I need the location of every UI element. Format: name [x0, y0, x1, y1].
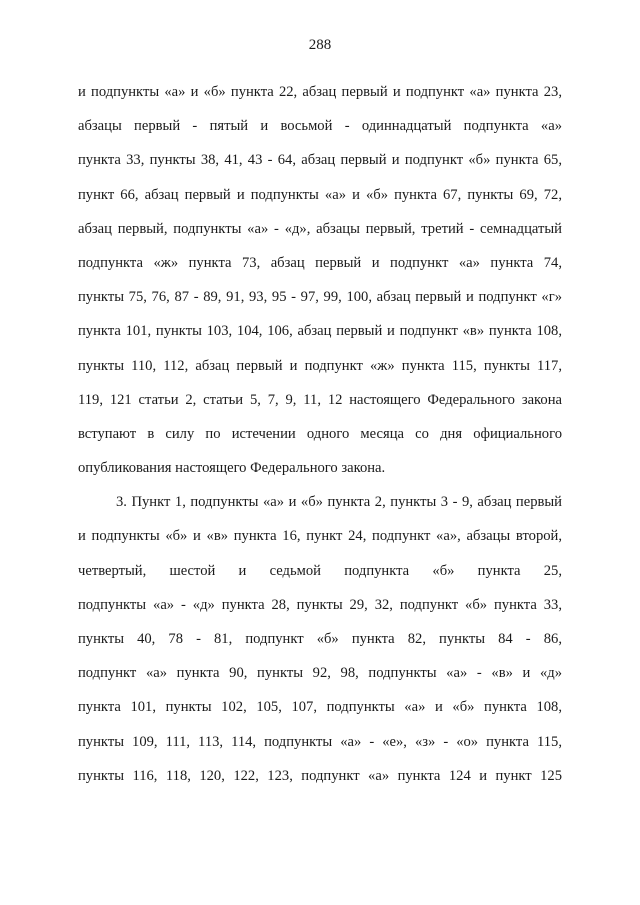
- text-line: подпункт «а» пункта 90, пункты 92, 98, подпункты «а» - «в» и «д»: [78, 665, 562, 682]
- text-line: пункта 33, пункты 38, 41, 43 - 64, абзац первый и подпункт «б» пункта 65,: [78, 152, 562, 169]
- text-line: пункты 116, 118, 120, 122, 123, подпункт «а» пункта 124 и пункт 125: [78, 767, 562, 784]
- paragraph-2: [78, 485, 562, 793]
- text-line: подпункта «ж» пункта 73, абзац первый и подпункт «а» пункта 74,: [78, 254, 562, 271]
- text-line: вступают в силу по истечении одного месяца со дня официального: [78, 425, 562, 442]
- text-line: пункты 75, 76, 87 - 89, 91, 93, 95 - 97, 99, 100, абзац первый и подпункт «г»: [78, 289, 562, 306]
- document-body: [78, 75, 562, 793]
- text-line: пункты 109, 111, 113, 114, подпункты «а» - «е», «з» - «о» пункта 115,: [78, 733, 562, 750]
- text-line: пункта 101, пункты 103, 104, 106, абзац первый и подпункт «в» пункта 108,: [78, 323, 562, 340]
- text-line: подпункты «а» - «д» пункта 28, пункты 29, 32, подпункт «б» пункта 33,: [78, 596, 562, 613]
- text-line: абзацы первый - пятый и восьмой - одиннадцатый подпункта «а»: [78, 118, 562, 135]
- text-line: четвертый, шестой и седьмой подпункта «б» пункта 25,: [78, 562, 562, 579]
- text-line: пункта 101, пункты 102, 105, 107, подпункты «а» и «б» пункта 108,: [78, 699, 562, 716]
- text-line: 119, 121 статьи 2, статьи 5, 7, 9, 11, 12 настоящего Федерального закона: [78, 391, 562, 408]
- text-line: пункты 40, 78 - 81, подпункт «б» пункта 82, пункты 84 - 86,: [78, 631, 562, 647]
- text-line: опубликования настоящего Федерального закона.: [78, 460, 386, 477]
- text-line: 3. Пункт 1, подпункты «а» и «б» пункта 2, пункты 3 - 9, абзац первый: [116, 494, 562, 511]
- page-number: 288: [308, 37, 332, 53]
- text-line: пункт 66, абзац первый и подпункты «а» и «б» пункта 67, пункты 69, 72,: [78, 186, 562, 203]
- text-line: пункты 110, 112, абзац первый и подпункт «ж» пункта 115, пункты 117,: [78, 357, 562, 374]
- text-line: абзац первый, подпункты «а» - «д», абзацы первый, третий - семнадцатый: [78, 220, 562, 237]
- text-line: и подпункты «а» и «б» пункта 22, абзац первый и подпункт «а» пункта 23,: [78, 84, 562, 100]
- text-line: и подпункты «б» и «в» пункта 16, пункт 24, подпункт «а», абзацы второй,: [78, 528, 562, 545]
- paragraph-1: [78, 75, 562, 485]
